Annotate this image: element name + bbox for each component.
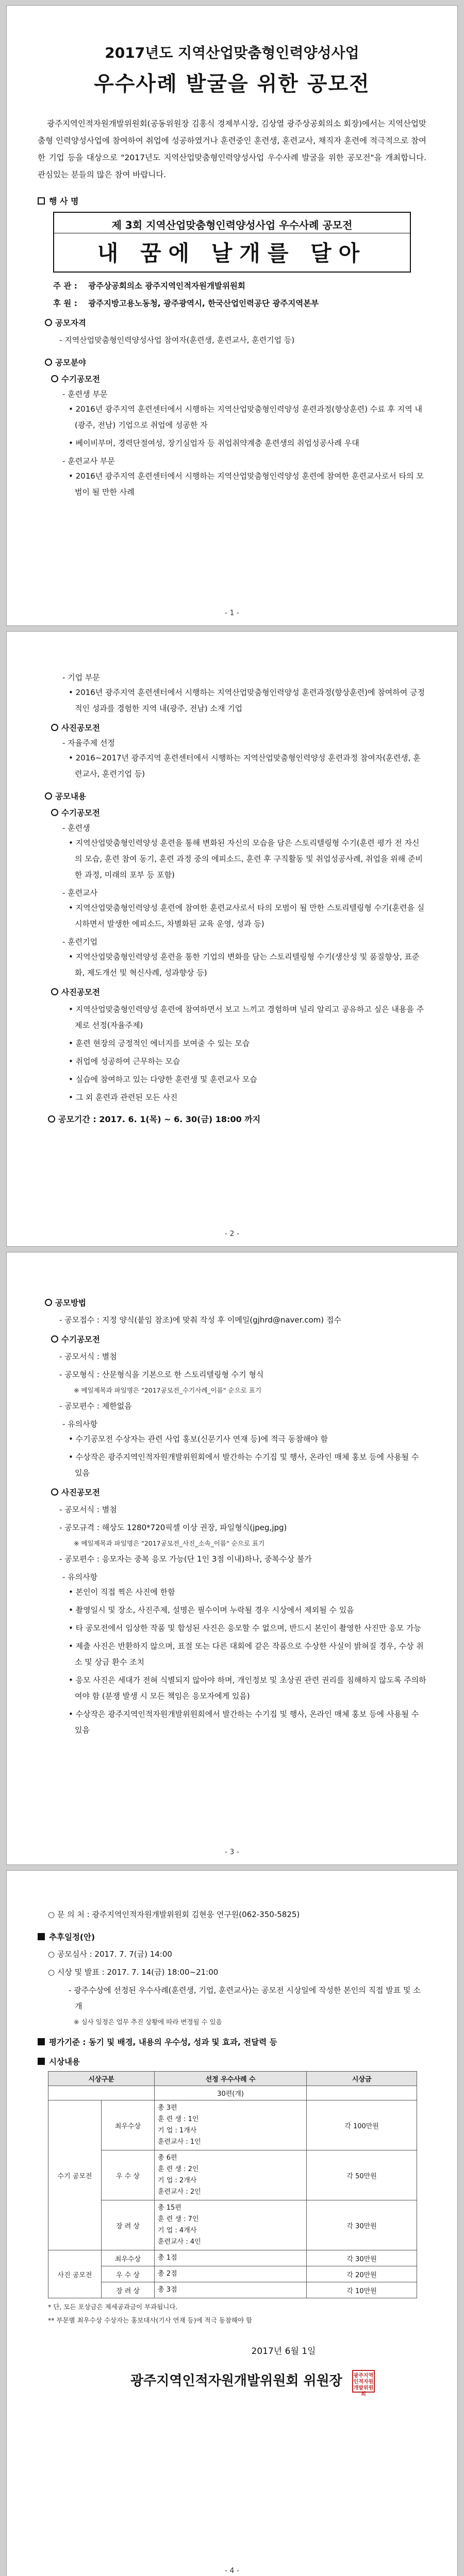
page-number: - 4 - [225, 2567, 239, 2575]
company-subheading: - 기업 부문 [62, 673, 100, 682]
square-bullet-icon [38, 197, 45, 205]
circle-bullet-icon [45, 1299, 52, 1306]
list-item: • 촬영일시 및 장소, 사진주제, 설명은 필수이며 누락될 경우 시상에서 제외될 수 있음 [69, 1605, 354, 1615]
target-heading: 공모자격 [45, 317, 426, 328]
page-2 [6, 631, 458, 1247]
list-item: • 응모 사진은 세대가 전혀 식별되지 않아야 하며, 개인정보 및 초상권 관련 권리를 침해하지 않도록 주의하여야 함 (분쟁 발생 시 모든 책임은 응모자에게 있음) [69, 1675, 426, 1701]
list-item: - 공모형식 : 산문형식을 기본으로 한 스토리텔링형 수기 형식 [59, 1370, 264, 1379]
list-item: • 지역산업맞춤형인력양성 훈련에 참여한 훈련교사로서 타의 모범이 될 만한 스토리텔링형 수기(훈련을 실시하면서 발생한 에피소드, 차별화된 교육 운영, 성과 등) [69, 903, 425, 928]
method-photo-heading: 사진공모전 [51, 1486, 426, 1498]
circle-bullet-icon [45, 319, 52, 326]
document-subtitle: 2017년도 지역산업맞춤형인력양성사업 [105, 44, 359, 61]
table-header: 시상구분 [48, 2072, 155, 2086]
table-row: 장 려 상 총 3점 각 10만원 [48, 2282, 417, 2298]
group-cell: 수기 공모전 [48, 2100, 102, 2250]
list-item: • 수상작은 광주지역인적자원개발위원회에서 발간하는 수기집 및 행사, 온라인 매체 홍보 등에 사용될 수 있음 [69, 1452, 419, 1478]
table-row: 장 려 상 총 15편 훈 련 생 : 7인 기 업 : 4개사 훈련교사 : 4인 각 30만원 [48, 2200, 417, 2250]
list-item: • 지역산업맞춤형인력양성 훈련에 참여하면서 보고 느끼고 경험하며 널리 알리고 공유하고 싶은 내용을 주제로 선정(자율주제) [69, 1005, 424, 1030]
contact-line: ○ 문 의 처 : 광주지역인적자원개발위원회 김현웅 연구원(062-350-5825) [48, 1910, 300, 1919]
circle-bullet-icon [51, 1335, 58, 1343]
intro-paragraph: 광주지역인적자원개발위원회(공동위원장 김홍식 경제부시장, 김상열 광주상공회의소 회장)에서는 지역산업맞춤형 인력양성사업에 참여하여 취업에 성공하였거나 훈련중인 훈련생, 훈련교사, 채직자 훈련에 적극적으로 참여한 기업 등을 대상으로 "2017년도 지역산업맞춤형인력양성사업 우수사례 발굴을 위한 공모전"을 개최합니다. 관심있는 분들의 많은 참여 바랍니다. [38, 119, 426, 179]
table-row: 우 수 상 총 6편 훈 련 생 : 2인 기 업 : 2개사 훈련교사 : 2인 각 50만원 [48, 2150, 417, 2200]
square-bullet-icon [38, 2058, 45, 2065]
schedule-detail: - 광주수상에 선정된 우수사례(훈련생, 기업, 훈련교사)는 공모전 시상일에 작성한 본인의 직접 발표 및 소개 [69, 1986, 421, 2011]
photo-subheading: - 자율주제 선정 [62, 738, 115, 748]
circle-bullet-icon [51, 988, 58, 995]
table-note: * 단, 모든 포상금은 제세공과금이 부과됩니다. [48, 2303, 178, 2311]
circle-bullet-icon [45, 359, 52, 366]
table-row: 우 수 상 총 2점 각 20만원 [48, 2266, 417, 2282]
table-row: 수기 공모전 최우수상 총 3편 훈 련 생 : 1인 기 업 : 1개사 훈련교사 : 1인 각 100만원 [48, 2100, 417, 2150]
banner-line-2: 내 꿈에 날개를 달아 [97, 241, 367, 266]
sponsor-row: 후 원 : 광주지방고용노동청, 광주광역시, 한국산업인력공단 광주지역본부 [53, 299, 319, 308]
list-item: • 수기공모전 수상자는 관련 사업 홍보(신문기사 연재 등)에 적극 동참해야 함 [69, 1434, 328, 1444]
list-item: • 수상작은 광주지역인적자원개발위원회에서 발간하는 수기집 및 행사, 온라인 매체 홍보 등에 사용될 수 있음 [69, 1709, 419, 1735]
note-text: ※ 메일제목과 파일명은 "2017공모전_사진_소속_이름" 순으로 표기 [74, 1539, 265, 1547]
circle-bullet-icon [51, 1488, 58, 1496]
criteria-line: 평가기준 : 동기 및 배경, 내용의 우수성, 성과 및 효과, 전달력 등 [38, 2036, 426, 2047]
list-item: • 2016년 광주지역 훈련센터에서 시행하는 지역산업맞춤형인력양성 훈련에 참여한 훈련교사로서 타의 모범이 될 만한 사례 [69, 471, 424, 497]
list-item: ○ 공모심사 : 2017. 7. 7(금) 14:00 [48, 1950, 172, 1959]
content-trainee-subheading: - 훈련생 [62, 823, 90, 833]
list-item: • 제출 사진은 반환하지 않으며, 표절 또는 다른 대회에 같은 작품으로 수상한 사실이 밝혀질 경우, 수상 취소 및 상금 환수 조치 [69, 1641, 424, 1667]
list-item: • 베이비부머, 경력단절여성, 장기실업자 등 취업취약계층 훈련생의 취업성공사례 우대 [69, 438, 359, 448]
list-item: - 공모규격 : 해상도 1280*720픽셀 이상 권장, 파일형식(jpeg,jpg) [59, 1523, 287, 1532]
list-item: • 취업에 성공하여 근무하는 모습 [69, 1057, 180, 1066]
list-item: • 그 외 훈련과 관련된 모든 사진 [69, 1093, 178, 1102]
target-body: - 지역산업맞춤형인력양성사업 참여자(훈련생, 훈련교사, 훈련기업 등) [59, 335, 295, 345]
list-item: • 2016년 광주지역 훈련센터에서 시행하는 지역산업맞춤형인력양성 훈련과정(향상훈련) 수료 후 지역 내(광주, 전남) 기업으로 취업에 성공한 자 [69, 404, 423, 430]
list-item: • 지역산업맞춤형인력양성 훈련을 통한 기업의 변화를 담는 스토리텔링형 수기(생산성 및 품질향상, 표준화, 제도개선 및 혁신사례, 성과향상 등) [69, 952, 420, 977]
page-1 [6, 5, 458, 626]
page-4 [6, 1870, 458, 2576]
table-note: ** 부문별 최우수상 수상자는 홍보대사(기사 연재 등)에 적극 동참해야 함 [48, 2316, 253, 2324]
schedule-heading: 추후일정(안) [38, 1931, 426, 1942]
method-heading: 공모방법 [45, 1297, 426, 1308]
content-heading: 공모내용 [45, 790, 426, 802]
list-item: - 공모편수 : 응모자는 중복 응모 가능(단 1인 3점 이내)하나, 중복수상 불가 [59, 1554, 312, 1564]
content-photo-heading: 사진공모전 [51, 986, 426, 997]
teacher-subheading: - 훈련교사 부문 [62, 456, 115, 466]
document-title: 우수사례 발굴을 위한 공모전 [94, 72, 370, 96]
event-banner [53, 212, 411, 273]
contest-period: 공모기간 : 2017. 6. 1(목) ~ 6. 30(금) 18:00 까지 [48, 1113, 426, 1125]
circle-bullet-icon [51, 375, 58, 382]
award-heading: 시상내용 [38, 2056, 426, 2067]
content-written-heading: 수기공모전 [51, 807, 426, 818]
list-item: • 타 공모전에서 입상한 작품 및 합성된 사진은 응모할 수 없으며, 반드시 본인이 촬영한 사진만 응모 가능 [69, 1623, 422, 1633]
award-table [48, 2071, 417, 2298]
list-item: - 공모서식 : 별첨 [59, 1505, 117, 1514]
table-header: 선정 우수사례 수 [155, 2072, 307, 2086]
method-written-heading: 수기공모전 [51, 1333, 426, 1345]
note-text: ※ 메일제목과 파일명은 "2017공모전_수기사례_이름" 순으로 표기 [74, 1386, 261, 1394]
page-number: - 2 - [225, 1230, 239, 1238]
list-item: ○ 시상 및 발표 : 2017. 7. 14(금) 18:00~21:00 [48, 1968, 219, 1977]
circle-bullet-icon [45, 792, 52, 800]
official-seal-icon: 광주지역인적자원개발위원회 [352, 2370, 375, 2393]
caution-subheading: - 유의사항 [62, 1419, 98, 1429]
list-item: • 2016~2017년 광주지역 훈련센터에서 시행하는 지역산업맞춤형인력양성 훈련과정 참여자(훈련생, 훈련교사, 훈련기업 등) [69, 753, 421, 778]
circle-bullet-icon [51, 809, 58, 816]
list-item: • 2016년 광주지역 훈련센터에서 시행하는 지역산업맞춤형인력양성 훈련과정(향상훈련)에 참여하여 긍정적인 성과를 경험한 지역 내(광주, 전남) 소재 기업 [69, 688, 425, 713]
content-company-subheading: - 훈련기업 [62, 937, 98, 946]
table-header: 시상금 [307, 2072, 417, 2086]
list-item: • 본인이 직접 찍은 사진에 한함 [69, 1587, 175, 1597]
trainee-subheading: - 훈련생 부문 [62, 389, 108, 399]
table-row: 사진 공모전 최우수상 총 1점 각 30만원 [48, 2250, 417, 2266]
list-item: - 공모편수 : 제한없음 [59, 1401, 132, 1411]
square-bullet-icon [38, 1933, 45, 1940]
method-body: - 공모접수 : 지정 양식(붙임 참조)에 맞춰 작성 후 이메일(gjhrd@naver.com) 접수 [59, 1315, 341, 1325]
page-3 [6, 1252, 458, 1865]
host-row: 주 관 : 광주상공회의소 광주지역인적자원개발위원회 [53, 281, 245, 291]
banner-line-1: 제 3회 지역산업맞춤형인력양성사업 우수사례 공모전 [54, 213, 410, 233]
list-item: • 실습에 참여하고 있는 다양한 훈련생 및 훈련교사 모습 [69, 1075, 257, 1084]
note-text: ※ 심사 일정은 업무 추진 상황에 따라 변경될 수 있음 [74, 2018, 222, 2026]
field-heading: 공모분야 [45, 357, 426, 368]
signature-line: 광주지역인적자원개발위원회 위원장 광주지역인적자원개발위원회 [79, 2370, 426, 2393]
group-cell: 사진 공모전 [48, 2250, 102, 2298]
caution-subheading: - 유의사항 [62, 1572, 98, 1582]
page-number: - 1 - [225, 609, 239, 617]
photo-contest-heading: 사진공모전 [51, 722, 426, 733]
circle-bullet-icon [48, 1115, 55, 1123]
issue-date: 2017년 6월 1일 [251, 2346, 316, 2357]
page-number: - 3 - [225, 1848, 239, 1856]
list-item: • 지역산업맞춤형인력양성 훈련을 통해 변화된 자신의 모습을 담은 스토리텔링형 수기(훈련 평가 전 자신의 모습, 훈련 참여 동기, 훈련 과정 중의 에피소드, 훈련 후 구직활동 및 취업성공사례, 취업을 위해 준비한 과정, 미래의 포부 등 포함) [69, 838, 423, 879]
written-contest-heading: 수기공모전 [51, 373, 426, 384]
content-teacher-subheading: - 훈련교사 [62, 888, 98, 897]
square-bullet-icon [38, 2038, 45, 2045]
table-total: 30편(개) [155, 2086, 307, 2100]
overview-heading: 행 사 명 [38, 195, 426, 207]
list-item: - 공모서식 : 별첨 [59, 1352, 117, 1361]
circle-bullet-icon [51, 724, 58, 731]
list-item: • 훈련 현장의 긍정적인 에너지를 보여줄 수 있는 모습 [69, 1039, 250, 1048]
